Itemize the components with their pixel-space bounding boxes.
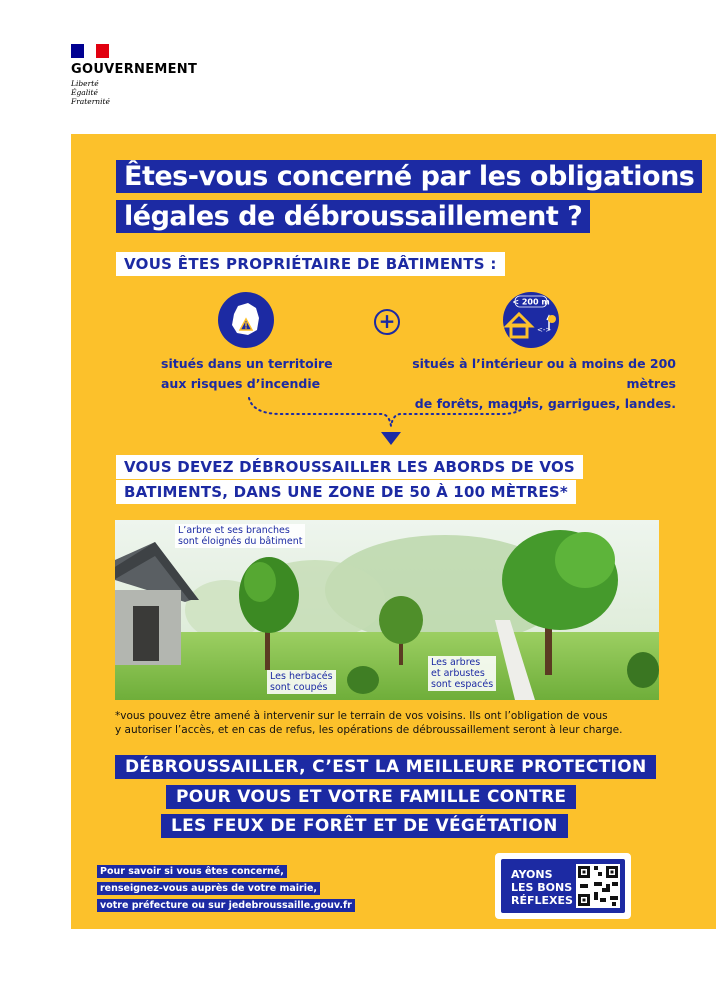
footnote: *vous pouvez être amené à intervenir sur le terrain de vos voisins. Ils ont l’obligation de vous y autoriser l’accès, et en cas de refus, les opérations de débroussaillement seront à leur charge. [115,710,623,736]
poster-title-line-1: Êtes-vous concerné par les obligations [116,160,702,193]
svg-text:<->: <-> [537,326,552,334]
dotted-connector [241,396,541,451]
condition-forest-distance: situés à l’intérieur ou à moins de 200 mètres de forêts, maquis, garrigues, landes. [412,356,676,411]
qr-code-icon[interactable] [576,864,620,908]
french-flag-icon [71,44,109,58]
label-grass-cut: Les herbacés sont coupés [267,670,336,694]
cta-line-1: DÉBROUSSAILLER, C’EST LA MEILLEURE PROTECTION [115,755,656,779]
label-tree-distance: L’arbre et ses branches sont éloignés du bâtiment [175,524,305,548]
svg-text:< 200 m: < 200 m [512,297,550,307]
info-line-2: renseignez-vous auprès de votre mairie, [97,882,320,895]
poster-title-line-2: légales de débroussaillement ? [116,200,590,233]
government-name: GOUVERNEMENT [71,62,198,77]
republic-motto: Liberté Égalité Fraternité [71,79,110,106]
condition-fire-risk: situés dans un territoire aux risques d’incendie [161,356,333,391]
government-logo [71,44,197,106]
plus-icon: + [374,309,400,335]
obligation-subtitle-line-2: BATIMENTS, DANS UNE ZONE DE 50 À 100 MÈTRES* [116,480,576,504]
info-line-3[interactable]: votre préfecture ou sur jedebroussaille.gouv.fr [97,899,355,912]
house-forest-distance-icon [503,292,559,348]
poster [71,134,716,929]
info-line-1: Pour savoir si vous êtes concerné, [97,865,287,878]
arrow-down-icon [381,432,401,445]
fire-risk-territory-icon [218,292,274,348]
cta-line-3: LES FEUX DE FORÊT ET DE VÉGÉTATION [161,814,568,838]
obligation-subtitle-line-1: VOUS DEVEZ DÉBROUSSAILLER LES ABORDS DE VOS [116,455,583,479]
label-trees-spaced: Les arbres et arbustes sont espacés [428,656,496,691]
badge-text: AYONS LES BONS RÉFLEXES [511,868,573,907]
good-reflexes-badge [495,853,631,919]
cta-line-2: POUR VOUS ET VOTRE FAMILLE CONTRE [166,785,576,809]
brushclearing-illustration [115,520,659,700]
owner-subtitle: VOUS ÊTES PROPRIÉTAIRE DE BÂTIMENTS : [116,252,505,276]
